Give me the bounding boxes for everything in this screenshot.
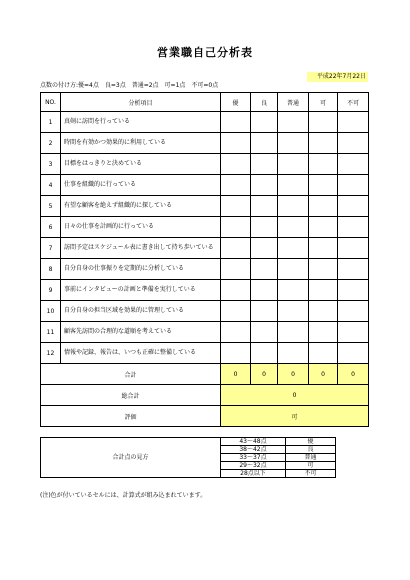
grade-cell-good[interactable] — [251, 238, 278, 259]
table-row — [41, 154, 369, 175]
sum-fair: 0 — [309, 364, 338, 385]
table-row — [41, 280, 369, 301]
sum-excellent: 0 — [221, 364, 251, 385]
header-grade-fail: 不可 — [338, 93, 369, 112]
grade-cell-fail[interactable] — [338, 154, 369, 175]
header-grade-fair: 可 — [309, 93, 338, 112]
analysis-item: 日々の仕事を計画的に行っている — [61, 217, 221, 238]
grade-cell-fail[interactable] — [338, 280, 369, 301]
grade-cell-good[interactable] — [251, 217, 278, 238]
grade-cell-good[interactable] — [251, 112, 278, 133]
analysis-item: 真剣に訪問を行っている — [61, 112, 221, 133]
header-no: NO. — [41, 93, 61, 112]
grade-cell-excellent[interactable] — [221, 133, 251, 154]
grade-cell-excellent[interactable] — [221, 343, 251, 364]
row-number: 11 — [41, 322, 61, 343]
grade-cell-good[interactable] — [251, 154, 278, 175]
grade-cell-fair[interactable] — [309, 238, 338, 259]
grade-cell-excellent[interactable] — [221, 154, 251, 175]
grade-cell-excellent[interactable] — [221, 196, 251, 217]
grand-total-label: 総合計 — [41, 385, 221, 406]
row-number: 8 — [41, 259, 61, 280]
evaluation-label: 評価 — [41, 406, 221, 427]
scoring-instructions: 点数の付け方:優=4点 良=3点 普通=2点 可=1点 不可=0点 — [40, 82, 219, 89]
legend-grade: 良 — [286, 446, 336, 454]
legend-range: 38～42点 — [221, 446, 286, 454]
grade-cell-fair[interactable] — [309, 343, 338, 364]
grade-cell-fail[interactable] — [338, 259, 369, 280]
grade-cell-fair[interactable] — [309, 175, 338, 196]
grade-cell-good[interactable] — [251, 280, 278, 301]
grade-cell-fail[interactable] — [338, 112, 369, 133]
grade-cell-average[interactable] — [278, 301, 309, 322]
legend-range: 33～37点 — [221, 454, 286, 462]
legend-grade: 可 — [286, 462, 336, 470]
analysis-item: 訪問予定はスケジュール表に書き出して持ち歩いている — [61, 238, 221, 259]
table-row — [41, 112, 369, 133]
grade-cell-excellent[interactable] — [221, 301, 251, 322]
legend-row — [41, 438, 336, 446]
grade-cell-average[interactable] — [278, 259, 309, 280]
grade-cell-excellent[interactable] — [221, 217, 251, 238]
header-row — [41, 93, 369, 112]
analysis-item: 時間を有効かつ効果的に利用している — [61, 133, 221, 154]
grade-cell-fair[interactable] — [309, 133, 338, 154]
grade-cell-average[interactable] — [278, 280, 309, 301]
grade-cell-fail[interactable] — [338, 196, 369, 217]
grade-cell-good[interactable] — [251, 343, 278, 364]
grade-cell-fair[interactable] — [309, 322, 338, 343]
table-row — [41, 217, 369, 238]
grade-cell-fair[interactable] — [309, 196, 338, 217]
grade-cell-good[interactable] — [251, 133, 278, 154]
grade-cell-average[interactable] — [278, 217, 309, 238]
grade-cell-average[interactable] — [278, 322, 309, 343]
grade-cell-average[interactable] — [278, 133, 309, 154]
analysis-table — [40, 92, 369, 427]
formula-note: (注)色が付いているセルには、計算式が組み込まれています。 — [40, 492, 207, 499]
header-grade-good: 良 — [251, 93, 278, 112]
row-number: 1 — [41, 112, 61, 133]
table-row — [41, 175, 369, 196]
grade-cell-average[interactable] — [278, 238, 309, 259]
grade-cell-good[interactable] — [251, 175, 278, 196]
legend-range: 43～48点 — [221, 438, 286, 446]
grade-cell-excellent[interactable] — [221, 322, 251, 343]
sum-good: 0 — [251, 364, 278, 385]
analysis-item: 自分自身の担当区域を効果的に管理している — [61, 301, 221, 322]
grade-cell-excellent[interactable] — [221, 259, 251, 280]
legend-grade: 普通 — [286, 454, 336, 462]
table-row — [41, 301, 369, 322]
grade-cell-fair[interactable] — [309, 280, 338, 301]
table-row — [41, 196, 369, 217]
grade-cell-excellent[interactable] — [221, 112, 251, 133]
legend-range: 29～32点 — [221, 462, 286, 470]
row-number: 7 — [41, 238, 61, 259]
grade-cell-average[interactable] — [278, 196, 309, 217]
table-row — [41, 259, 369, 280]
grade-cell-average[interactable] — [278, 154, 309, 175]
grade-cell-fail[interactable] — [338, 175, 369, 196]
grade-cell-fail[interactable] — [338, 322, 369, 343]
table-row — [41, 133, 369, 154]
score-legend-table — [40, 437, 336, 478]
analysis-item: 仕事を組織的に行っている — [61, 175, 221, 196]
analysis-item: 有望な顧客を絶えず組織的に探している — [61, 196, 221, 217]
grade-cell-fair[interactable] — [309, 217, 338, 238]
table-row — [41, 343, 369, 364]
grade-cell-good[interactable] — [251, 301, 278, 322]
date-cell: 平成22年7月22日 — [307, 72, 368, 82]
analysis-item: 情報や記録、報告は、いつも正確に整備している — [61, 343, 221, 364]
grade-cell-fail[interactable] — [338, 301, 369, 322]
grand-total-row — [41, 385, 369, 406]
grade-cell-fair[interactable] — [309, 301, 338, 322]
table-row — [41, 238, 369, 259]
grade-cell-good[interactable] — [251, 196, 278, 217]
analysis-item: 目標をはっきりと決めている — [61, 154, 221, 175]
analysis-item: 自分自身の仕事振りを定期的に分析している — [61, 259, 221, 280]
grade-cell-excellent[interactable] — [221, 238, 251, 259]
header-grade-average: 普通 — [278, 93, 309, 112]
row-number: 5 — [41, 196, 61, 217]
evaluation-value: 可 — [221, 406, 369, 427]
grade-cell-fail[interactable] — [338, 343, 369, 364]
row-number: 10 — [41, 301, 61, 322]
grade-cell-fail[interactable] — [338, 238, 369, 259]
row-number: 2 — [41, 133, 61, 154]
grade-cell-excellent[interactable] — [221, 175, 251, 196]
sum-label: 合計 — [41, 364, 221, 385]
grade-cell-fair[interactable] — [309, 112, 338, 133]
grade-cell-average[interactable] — [278, 112, 309, 133]
grade-cell-average[interactable] — [278, 343, 309, 364]
grade-cell-fair[interactable] — [309, 154, 338, 175]
row-number: 4 — [41, 175, 61, 196]
legend-title: 合計点の見方 — [41, 438, 221, 478]
legend-range: 28点以下 — [221, 470, 286, 478]
grand-total-value: 0 — [221, 385, 369, 406]
evaluation-row — [41, 406, 369, 427]
page-title: 営業職自己分析表 — [157, 46, 253, 59]
grade-cell-fail[interactable] — [338, 217, 369, 238]
row-number: 12 — [41, 343, 61, 364]
sum-row — [41, 364, 369, 385]
analysis-item: 顧客先訪問の合理的な道順を考えている — [61, 322, 221, 343]
header-item: 分析項目 — [61, 93, 221, 112]
grade-cell-good[interactable] — [251, 322, 278, 343]
table-row — [41, 322, 369, 343]
analysis-item: 事前にインタビューの計画と準備を実行している — [61, 280, 221, 301]
row-number: 9 — [41, 280, 61, 301]
grade-cell-fair[interactable] — [309, 259, 338, 280]
row-number: 6 — [41, 217, 61, 238]
grade-cell-excellent[interactable] — [221, 280, 251, 301]
sum-fail: 0 — [338, 364, 369, 385]
row-number: 3 — [41, 154, 61, 175]
grade-cell-fail[interactable] — [338, 133, 369, 154]
legend-grade: 不可 — [286, 470, 336, 478]
sum-average: 0 — [278, 364, 309, 385]
grade-cell-average[interactable] — [278, 175, 309, 196]
grade-cell-good[interactable] — [251, 259, 278, 280]
header-grade-excellent: 優 — [221, 93, 251, 112]
legend-grade: 優 — [286, 438, 336, 446]
